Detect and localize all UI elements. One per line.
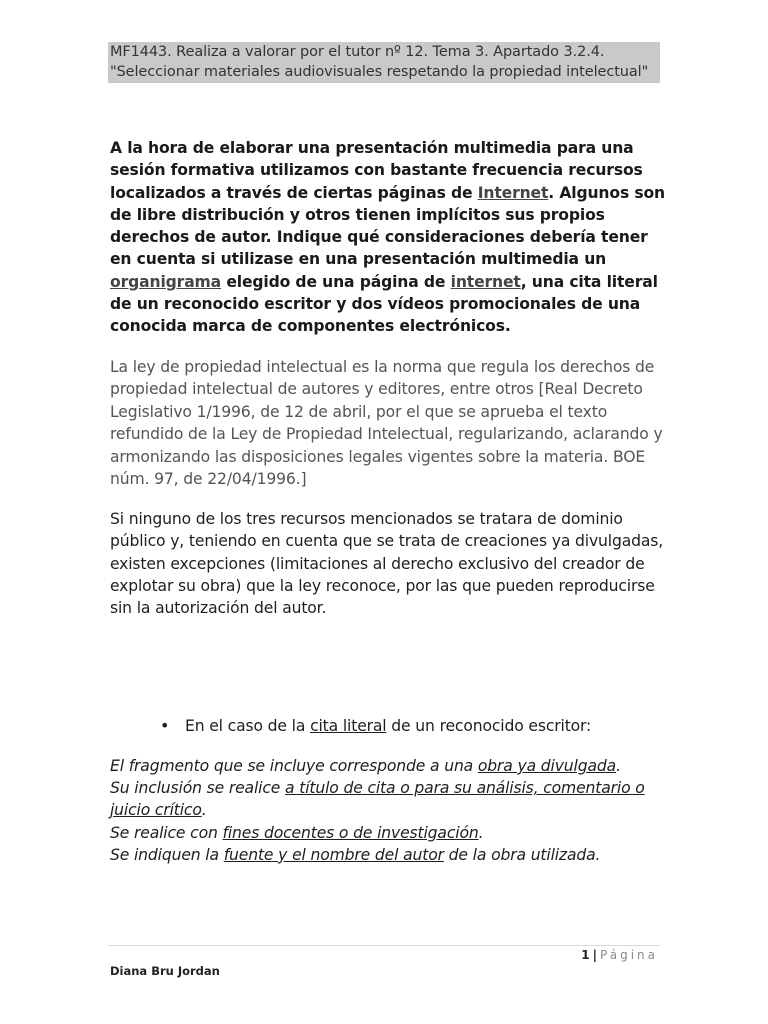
page-number bbox=[581, 947, 658, 963]
condition-text: Su inclusión se realice bbox=[110, 779, 286, 798]
question-paragraph bbox=[110, 137, 670, 338]
question-text: . Algunos son de libre distribución y otros tienen implícitos sus propios derechos de autor. Indique qué consideraciones debería tener en cuenta si utilizase en una presentación multimedia un bbox=[110, 183, 665, 269]
condition-text: . bbox=[616, 757, 621, 775]
exceptions-paragraph: Si ninguno de los tres recursos mencionados se tratara de dominio público y, teniendo en cuenta que se trata de creaciones ya divulgadas, existen excepciones (limitaciones al derecho exclusivo del creador de explotar su obra) que la ley reconoce, por las que pueden reproducirse sin la autorización del autor. bbox=[110, 510, 664, 618]
header-line-2: "Seleccionar materiales audiovisuales respetando la propiedad intelectual" bbox=[110, 63, 649, 80]
condition-underlined: obra ya divulgada bbox=[477, 757, 617, 775]
condition-text: de la obra utilizada. bbox=[443, 845, 601, 864]
organigrama-link[interactable]: organigrama bbox=[110, 272, 222, 291]
condition-underlined: fines docentes o de investigación bbox=[222, 823, 479, 842]
bullet-underlined-text: cita literal bbox=[310, 717, 387, 735]
question-text: , una cita literal de un reconocido escritor y dos vídeos promocionales de una conocida marca de componentes electrónicos. bbox=[110, 272, 658, 336]
question-text: elegido de una página de bbox=[221, 272, 451, 291]
condition-text: . bbox=[478, 823, 484, 842]
internet-link-2[interactable]: internet bbox=[450, 272, 521, 291]
question-text: A la hora de elaborar una presentación multimedia para una sesión formativa utilizamos con bastante frecuencia recursos localizados a través de ciertas páginas de bbox=[110, 139, 643, 202]
condition-line bbox=[110, 755, 670, 777]
condition-text: . bbox=[201, 801, 207, 820]
condition-line bbox=[110, 822, 670, 844]
header-line-1: MF1443. Realiza a valorar por el tutor nº 12. Tema 3. Apartado 3.2.4. bbox=[110, 44, 605, 60]
bullet-text: de un reconocido escritor: bbox=[386, 717, 592, 735]
bullet-marker: • bbox=[160, 716, 170, 735]
condition-text: Se realice con bbox=[110, 823, 223, 842]
bullet-text: En el caso de la bbox=[185, 717, 311, 735]
condition-line bbox=[110, 844, 670, 866]
page-number-value: 1 bbox=[581, 948, 590, 962]
condition-line bbox=[110, 777, 670, 821]
document-header bbox=[108, 42, 660, 83]
condition-text: El fragmento que se incluye corresponde a una bbox=[110, 757, 478, 775]
page-word: Página bbox=[600, 948, 658, 962]
conditions-block bbox=[110, 755, 670, 866]
page-separator: | bbox=[592, 948, 598, 962]
condition-underlined: fuente y el nombre del autor bbox=[223, 845, 444, 864]
condition-underlined: a título de cita o para su análisis, comentario o juicio crítico bbox=[110, 779, 645, 820]
internet-link[interactable]: Internet bbox=[477, 183, 549, 202]
footer-author: Diana Bru Jordan bbox=[110, 964, 220, 978]
condition-text: Se indiquen la bbox=[110, 845, 224, 864]
law-paragraph: La ley de propiedad intelectual es la norma que regula los derechos de propiedad intelectual de autores y editores, entre otros [Real Decreto Legislativo 1/1996, de 12 de abril, por el que se aprueba el texto refundido de la Ley de Propiedad Intelectual, regularizando, aclarando y armonizando las disposiciones legales vigentes sobre la materia. BOE núm. 97, de 22/04/1996.] bbox=[110, 358, 663, 489]
bullet-item bbox=[160, 715, 591, 737]
footer-divider bbox=[108, 945, 660, 946]
